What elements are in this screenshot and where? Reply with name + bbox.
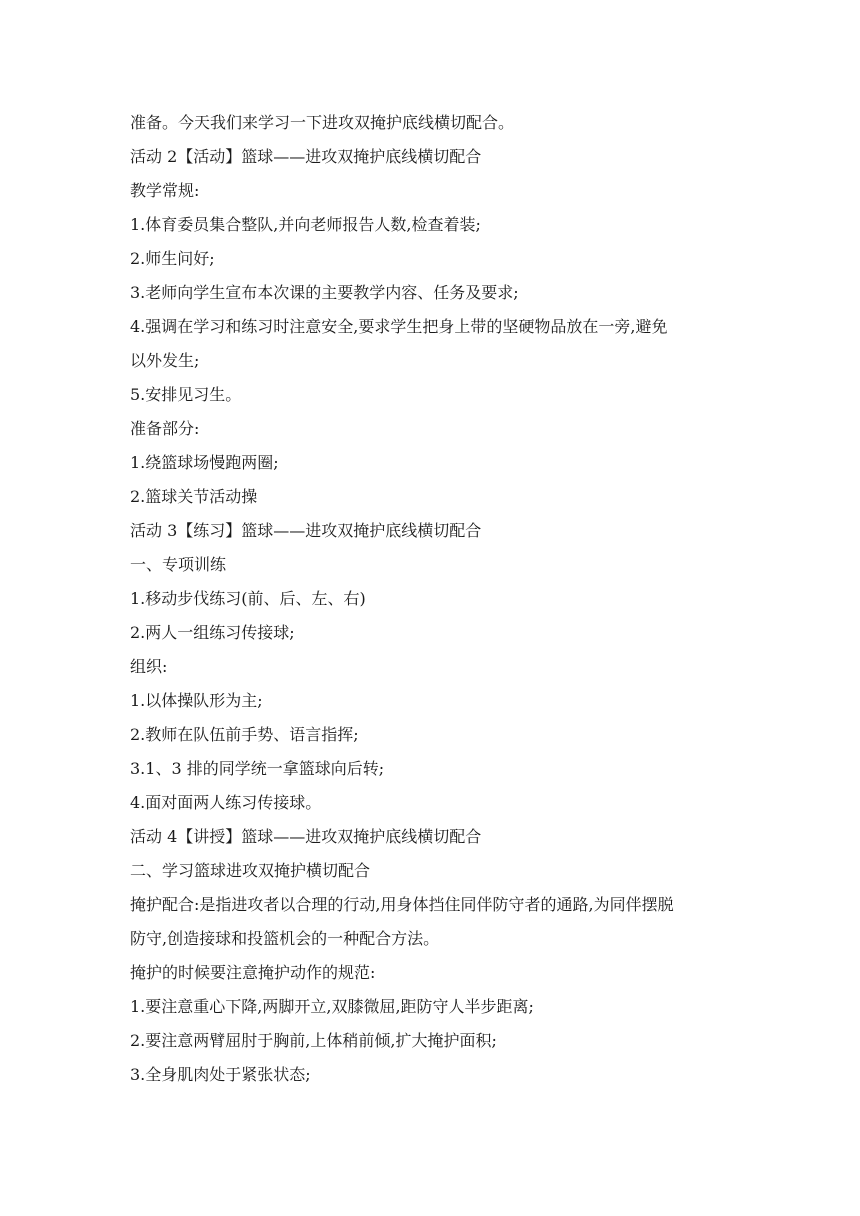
list-item: 2.篮球关节活动操 <box>130 487 258 506</box>
list-item: 1.移动步伐练习(前、后、左、右) <box>130 589 366 608</box>
list-item: 2.教师在队伍前手势、语言指挥; <box>130 725 359 744</box>
activity-heading: 活动 4【讲授】篮球——进攻双掩护底线横切配合 <box>130 827 482 846</box>
list-item: 1.绕篮球场慢跑两圈; <box>130 453 279 472</box>
text-line: 准备。今天我们来学习一下进攻双掩护底线横切配合。 <box>130 113 515 132</box>
section-label: 掩护的时候要注意掩护动作的规范: <box>130 963 376 982</box>
list-item: 2.两人一组练习传接球; <box>130 623 295 642</box>
activity-heading: 活动 2【活动】篮球——进攻双掩护底线横切配合 <box>130 147 482 166</box>
section-label: 教学常规: <box>130 181 200 200</box>
list-item: 3.老师向学生宣布本次课的主要教学内容、任务及要求; <box>130 283 519 302</box>
document-body <box>130 106 740 1092</box>
list-item-continuation: 以外发生; <box>130 351 200 370</box>
paragraph-line: 掩护配合:是指进攻者以合理的行动,用身体挡住同伴防守者的通路,为同伴摆脱 <box>130 895 674 914</box>
list-item: 2.师生问好; <box>130 249 215 268</box>
list-item: 1.体育委员集合整队,并向老师报告人数,检查着装; <box>130 215 481 234</box>
section-heading: 一、专项训练 <box>130 555 227 574</box>
list-item: 5.安排见习生。 <box>130 385 242 404</box>
activity-heading: 活动 3【练习】篮球——进攻双掩护底线横切配合 <box>130 521 482 540</box>
list-item: 4.面对面两人练习传接球。 <box>130 793 322 812</box>
list-item: 1.以体操队形为主; <box>130 691 263 710</box>
list-item: 1.要注意重心下降,两脚开立,双膝微屈,距防守人半步距离; <box>130 997 534 1016</box>
paragraph-continuation: 防守,创造接球和投篮机会的一种配合方法。 <box>130 929 440 948</box>
section-label: 组织: <box>130 657 168 676</box>
list-item: 3.全身肌肉处于紧张状态; <box>130 1065 311 1084</box>
list-item: 3.1、3 排的同学统一拿篮球向后转; <box>130 759 385 778</box>
section-heading: 二、学习篮球进攻双掩护横切配合 <box>130 861 371 880</box>
list-item: 2.要注意两臂屈肘于胸前,上体稍前倾,扩大掩护面积; <box>130 1031 497 1050</box>
list-item: 4.强调在学习和练习时注意安全,要求学生把身上带的坚硬物品放在一旁,避免 <box>130 317 668 336</box>
section-label: 准备部分: <box>130 419 200 438</box>
